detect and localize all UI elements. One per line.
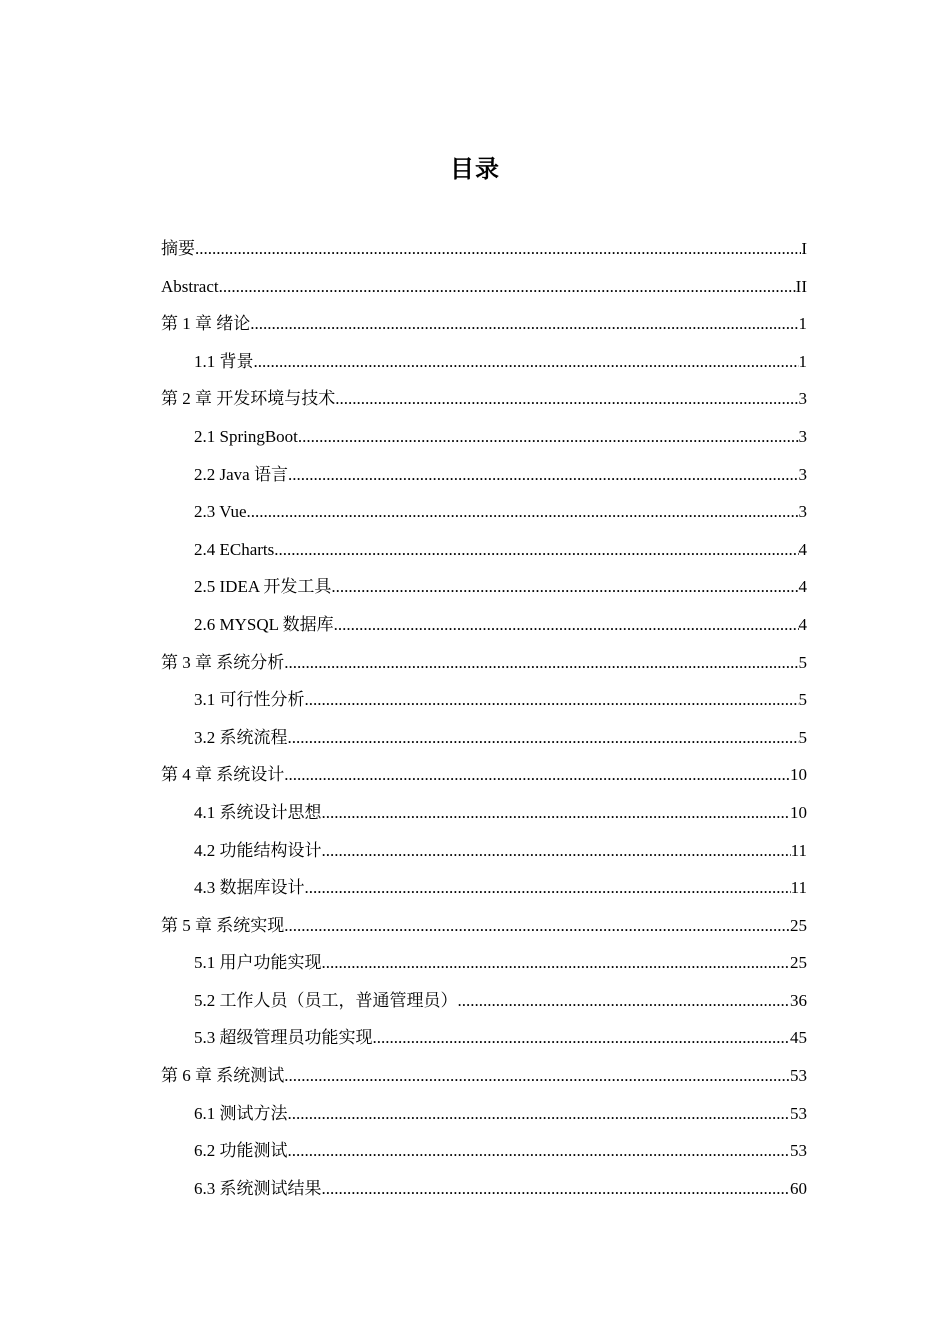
- toc-section-entry[interactable]: [161, 1134, 807, 1172]
- toc-entry-page-number: 10: [790, 802, 807, 822]
- toc-entry-page-number: 11: [790, 840, 807, 860]
- toc-section-entry[interactable]: [161, 796, 807, 834]
- toc-entry-page-number: 5: [798, 652, 807, 672]
- toc-chapter-entry[interactable]: [161, 307, 807, 345]
- toc-entry-label: 5.3 超级管理员功能实现: [194, 1028, 373, 1048]
- toc-entry-page-number: 53: [790, 1141, 807, 1161]
- toc-entry-page-number: 3: [798, 464, 807, 484]
- toc-section-entry[interactable]: [161, 345, 807, 383]
- toc-dot-leader: [322, 946, 791, 979]
- toc-entry-page-number: II: [795, 276, 807, 296]
- toc-section-entry[interactable]: [161, 721, 807, 759]
- toc-entry-page-number: 3: [798, 426, 807, 446]
- toc-entry-label: 3.1 可行性分析: [194, 690, 305, 710]
- toc-entry-label: 4.3 数据库设计: [194, 878, 305, 898]
- toc-dot-leader: [284, 758, 790, 791]
- toc-entry-label: 5.2 工作人员（员工，普通管理员）: [194, 990, 458, 1010]
- toc-section-entry[interactable]: [161, 871, 807, 909]
- toc-section-entry[interactable]: [161, 984, 807, 1022]
- toc-dot-leader: [274, 533, 798, 566]
- toc-dot-leader: [331, 570, 798, 603]
- toc-entry-label: 第 5 章 系统实现: [161, 915, 285, 935]
- toc-dot-leader: [284, 909, 790, 942]
- toc-entry-label: 6.1 测试方法: [194, 1103, 288, 1123]
- toc-section-entry[interactable]: [161, 495, 807, 533]
- toc-entry-label: 第 6 章 系统测试: [161, 1066, 285, 1086]
- toc-entry-page-number: I: [801, 239, 807, 258]
- toc-dot-leader: [373, 1021, 791, 1054]
- toc-entry-label: 2.6 MYSQL 数据库: [194, 614, 334, 634]
- toc-entry-page-number: 60: [790, 1178, 807, 1198]
- toc-entry-page-number: 45: [790, 1028, 807, 1048]
- toc-entry-page-number: 25: [790, 915, 807, 935]
- toc-entry-label: 摘要: [161, 239, 195, 258]
- toc-section-entry[interactable]: [161, 458, 807, 496]
- toc-entry-label: 3.2 系统流程: [194, 727, 288, 747]
- toc-dot-leader: [458, 984, 791, 1017]
- toc-chapter-entry[interactable]: [161, 270, 807, 308]
- toc-entry-page-number: 53: [790, 1103, 807, 1123]
- toc-entry-label: Abstract: [161, 276, 219, 296]
- toc-dot-leader: [247, 495, 799, 528]
- toc-entry-label: 2.4 ECharts: [194, 539, 275, 559]
- toc-chapter-entry[interactable]: [161, 646, 807, 684]
- toc-section-entry[interactable]: [161, 946, 807, 984]
- toc-entry-page-number: 36: [790, 990, 807, 1010]
- toc-dot-leader: [284, 646, 798, 679]
- toc-entry-page-number: 3: [798, 389, 807, 409]
- toc-entry-page-number: 4: [798, 577, 807, 597]
- toc-section-entry[interactable]: [161, 1172, 807, 1210]
- toc-entry-page-number: 1: [798, 314, 807, 334]
- toc-entry-label: 4.1 系统设计思想: [194, 802, 322, 822]
- toc-list: [161, 232, 807, 1209]
- toc-entry-page-number: 11: [790, 878, 807, 898]
- toc-entry-label: 第 1 章 绪论: [161, 314, 251, 334]
- toc-dot-leader: [195, 232, 801, 265]
- toc-entry-page-number: 1: [798, 351, 807, 371]
- toc-entry-label: 6.2 功能测试: [194, 1141, 288, 1161]
- toc-section-entry[interactable]: [161, 834, 807, 872]
- toc-section-entry[interactable]: [161, 683, 807, 721]
- toc-dot-leader: [322, 796, 791, 829]
- toc-chapter-entry[interactable]: [161, 909, 807, 947]
- toc-entry-label: 2.2 Java 语言: [194, 464, 288, 484]
- toc-entry-page-number: 4: [798, 614, 807, 634]
- toc-dot-leader: [298, 420, 799, 453]
- toc-entry-label: 1.1 背景: [194, 351, 254, 371]
- toc-dot-leader: [288, 721, 799, 754]
- toc-title: 目录: [450, 155, 500, 183]
- toc-dot-leader: [334, 608, 799, 641]
- toc-dot-leader: [284, 1059, 790, 1092]
- toc-section-entry[interactable]: [161, 608, 807, 646]
- toc-dot-leader: [288, 458, 799, 491]
- toc-chapter-entry[interactable]: [161, 758, 807, 796]
- toc-dot-leader: [219, 270, 796, 303]
- toc-entry-page-number: 53: [790, 1066, 807, 1086]
- toc-entry-label: 6.3 系统测试结果: [194, 1178, 322, 1198]
- toc-entry-label: 第 3 章 系统分析: [161, 652, 285, 672]
- toc-dot-leader: [305, 683, 799, 716]
- toc-dot-leader: [322, 834, 791, 867]
- toc-entry-page-number: 25: [790, 953, 807, 973]
- toc-entry-label: 2.3 Vue: [194, 502, 247, 522]
- toc-dot-leader: [288, 1134, 791, 1167]
- toc-entry-page-number: 3: [798, 502, 807, 522]
- toc-entry-label: 2.1 SpringBoot: [194, 426, 298, 446]
- toc-dot-leader: [288, 1097, 791, 1130]
- toc-chapter-entry[interactable]: [161, 232, 807, 270]
- toc-entry-label: 5.1 用户功能实现: [194, 953, 322, 973]
- toc-dot-leader: [335, 382, 798, 415]
- toc-entry-page-number: 5: [798, 690, 807, 710]
- toc-entry-label: 2.5 IDEA 开发工具: [194, 577, 332, 597]
- toc-section-entry[interactable]: [161, 1097, 807, 1135]
- toc-section-entry[interactable]: [161, 533, 807, 571]
- toc-entry-label: 第 4 章 系统设计: [161, 765, 285, 785]
- toc-entry-page-number: 10: [790, 765, 807, 785]
- toc-dot-leader: [250, 307, 798, 340]
- toc-chapter-entry[interactable]: [161, 1059, 807, 1097]
- toc-section-entry[interactable]: [161, 570, 807, 608]
- toc-dot-leader: [254, 345, 799, 378]
- toc-dot-leader: [322, 1172, 791, 1205]
- toc-entry-page-number: 4: [798, 539, 807, 559]
- toc-entry-label: 4.2 功能结构设计: [194, 840, 322, 860]
- toc-entry-label: 第 2 章 开发环境与技术: [161, 389, 336, 409]
- toc-dot-leader: [305, 871, 791, 904]
- toc-chapter-entry[interactable]: [161, 382, 807, 420]
- toc-section-entry[interactable]: [161, 1021, 807, 1059]
- toc-section-entry[interactable]: [161, 420, 807, 458]
- toc-entry-page-number: 5: [798, 727, 807, 747]
